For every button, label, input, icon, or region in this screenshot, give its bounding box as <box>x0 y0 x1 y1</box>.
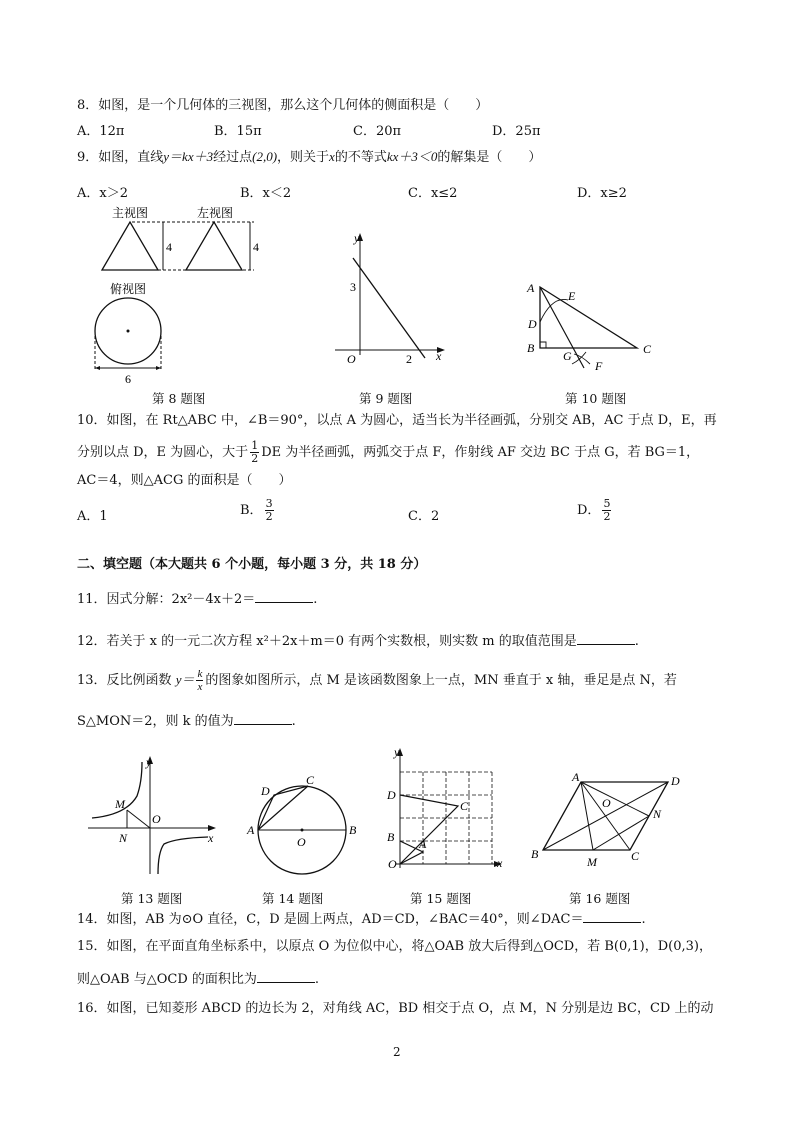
q9-option-d: D．x≥2 <box>577 186 627 201</box>
question-10-line3: AC＝4，则△ACG 的面积是（ ） <box>77 473 292 488</box>
figure-14-caption: 第 14 题图 <box>262 891 324 906</box>
label-a: A <box>572 770 580 784</box>
x-axis-label: x <box>436 349 442 363</box>
label-b: B <box>387 830 395 844</box>
segment-mn <box>593 816 649 850</box>
arc-de <box>540 299 568 322</box>
question-15-line2: 则△OAB 与△OCD 的面积比为 . <box>77 972 320 987</box>
x-axis-label: x <box>208 831 214 845</box>
q8-option-c: C．20π <box>353 124 402 139</box>
front-view-label: 主视图 <box>112 206 149 220</box>
figure-13-hyperbola <box>82 752 222 882</box>
figure-9-graph <box>330 230 450 370</box>
front-view-triangle <box>102 222 158 270</box>
label-o: O <box>297 835 306 849</box>
question-13-line1: 13．反比例函数 y＝ $\frac{k}{x}$ 的图象如图所示，点 M 是该函数图象上一点，MN 垂直于 x 轴，垂足是点 N，若 <box>77 668 677 693</box>
label-c: C <box>306 773 315 787</box>
figure-8-three-views <box>90 200 280 400</box>
page-number: 2 <box>393 1045 401 1059</box>
figure-8-caption: 第 8 题图 <box>152 391 206 406</box>
label-a: A <box>419 837 427 851</box>
q10-option-b: B． $\frac{3}{2}$ <box>240 497 273 523</box>
label-n: N <box>119 831 128 845</box>
q10-option-d: D． $\frac{5}{2}$ <box>577 497 611 523</box>
label-g: G <box>563 349 572 363</box>
y-axis-label: y <box>146 755 152 769</box>
question-9-text: 9．如图，直线y＝kx＋3经过点(2,0)，则关于x的不等式kx＋3＜0的解集是（ ） <box>77 149 542 165</box>
label-m: M <box>587 855 597 869</box>
label-b: B <box>527 341 535 355</box>
diameter-label: 6 <box>125 372 131 386</box>
triangle-ocd <box>400 795 458 864</box>
figure-10-caption: 第 10 题图 <box>565 391 627 406</box>
line-y-kx-3 <box>353 258 425 358</box>
q9-option-a: A．x＞2 <box>77 186 128 201</box>
figure-15-grid <box>380 744 505 874</box>
label-f: F <box>595 359 603 373</box>
label-o: O <box>602 796 611 810</box>
q8-option-d: D．25π <box>492 124 541 139</box>
label-b: B <box>349 823 357 837</box>
top-view-label: 俯视图 <box>110 282 147 296</box>
figure-13-caption: 第 13 题图 <box>121 891 183 906</box>
q9-option-c: C．x≤2 <box>408 186 458 201</box>
label-d: D <box>387 788 396 802</box>
y-intercept-label: 3 <box>350 280 356 294</box>
question-10-line2: 分别以点 D，E 为圆心，大于 $\frac{1}{2}$ DE 为半径画弧，两弧交于点 F，作射线 AF 交边 BC 于点 G，若 BG＝1， <box>77 439 700 465</box>
q10-option-a: A．1 <box>77 509 108 524</box>
side-view-label: 左视图 <box>197 206 234 220</box>
figure-10-triangle <box>520 280 660 380</box>
question-13-line2: S△MON＝2，则 k 的值为 . <box>77 714 296 729</box>
x-intercept-label: 2 <box>406 352 412 366</box>
question-12-text: 12．若关于 x 的一元二次方程 x²＋2x＋m＝0 有两个实数根，则实数 m 的取值范围是 . <box>77 634 639 649</box>
answer-blank <box>583 910 641 923</box>
hyperbola-branch-lower-right <box>158 837 208 874</box>
answer-blank <box>255 590 313 603</box>
answer-blank <box>234 712 292 725</box>
label-a: A <box>247 823 255 837</box>
question-15-line1: 15．如图，在平面直角坐标系中，以原点 O 为位似中心，将△OAB 放大后得到△OCD，若 B(0,1)，D(0,3)， <box>77 939 712 954</box>
answer-blank <box>577 632 635 645</box>
segment-mo <box>127 810 150 828</box>
section-2-heading: 二、填空题（本大题共 6 个小题，每小题 3 分，共 18 分） <box>77 557 427 572</box>
question-16-text: 16．如图，已知菱形 ABCD 的边长为 2，对角线 AC，BD 相交于点 O，点 M，N 分别是边 BC，CD 上的动 <box>77 1001 714 1016</box>
figure-14-circle <box>238 770 368 882</box>
label-o: O <box>152 812 161 826</box>
label-c: C <box>460 799 469 813</box>
q8-option-a: A．12π <box>77 124 125 139</box>
label-c: C <box>631 849 640 863</box>
right-angle-mark <box>540 342 546 348</box>
side-height-label: 4 <box>253 240 259 254</box>
q9-option-b: B．x＜2 <box>240 186 292 201</box>
question-10-line1: 10．如图，在 Rt△ABC 中，∠B＝90°，以点 A 为圆心，适当长为半径画弧，分别交 AB，AC 于点 D，E，再 <box>77 413 717 428</box>
label-e: E <box>568 289 576 303</box>
figure-15-caption: 第 15 题图 <box>410 891 472 906</box>
figure-16-rhombus <box>528 770 703 870</box>
label-o: O <box>388 857 397 871</box>
label-n: N <box>653 807 662 821</box>
origin-label: O <box>347 352 356 366</box>
q8-option-b: B．15π <box>214 124 262 139</box>
label-b: B <box>531 847 539 861</box>
question-11-text: 11．因式分解：2x²－4x＋2＝ . <box>77 592 318 607</box>
label-c: C <box>643 342 652 356</box>
figure-16-caption: 第 16 题图 <box>569 891 631 906</box>
question-8-text: 8．如图，是一个几何体的三视图，那么这个几何体的侧面积是（ ） <box>77 98 489 113</box>
label-d: D <box>671 774 680 788</box>
y-axis-label: y <box>354 231 360 245</box>
question-14-text: 14．如图，AB 为⊙O 直径，C，D 是圆上两点，AD＝CD，∠BAC＝40°，则∠DAC＝ . <box>77 912 646 927</box>
front-height-label: 4 <box>166 240 172 254</box>
label-m: M <box>115 797 125 811</box>
side-view-triangle <box>186 222 242 270</box>
q10-option-c: C．2 <box>408 509 440 524</box>
label-d: D <box>528 317 537 331</box>
figure-9-caption: 第 9 题图 <box>359 391 413 406</box>
segment-am <box>581 782 593 850</box>
answer-blank <box>257 970 315 983</box>
y-axis-label: y <box>394 745 400 759</box>
x-axis-label: x <box>497 856 503 870</box>
triangle-abc <box>540 287 637 348</box>
label-a: A <box>527 281 535 295</box>
label-d: D <box>261 784 270 798</box>
